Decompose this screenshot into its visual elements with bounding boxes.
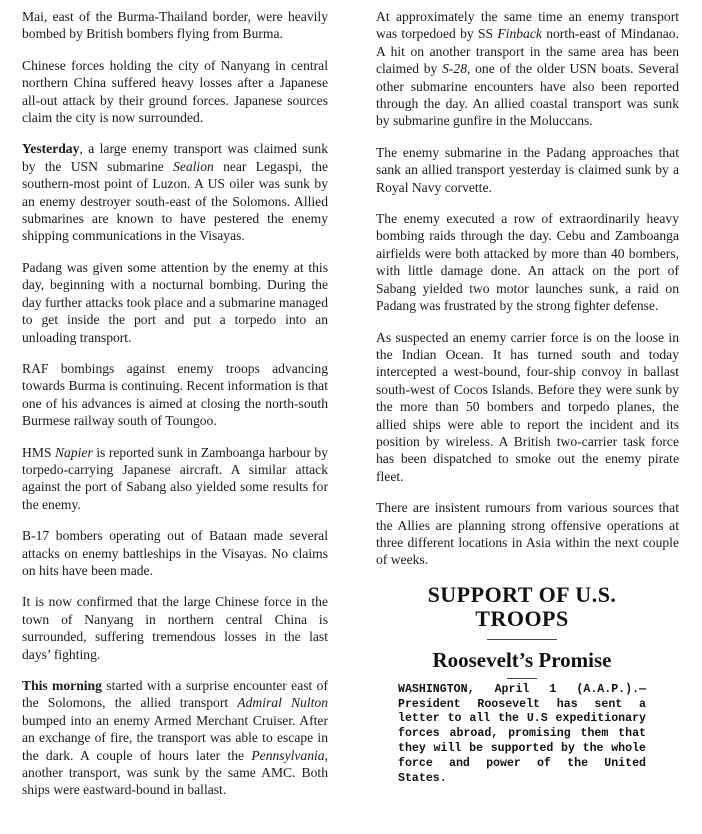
ship-name: Sealion — [173, 158, 214, 174]
ship-name: Finback — [497, 26, 542, 42]
right-column — [376, 8, 679, 786]
paragraph-text: bumped into an enemy Armed Merchant Cruiser. After an exchange of fire, the transport was able to escape in the dark. A couple of hours later the — [22, 712, 328, 763]
paragraph — [376, 329, 679, 486]
ship-name: Napier — [54, 444, 93, 460]
paragraph-text: Chinese forces holding the city of Nanyang in central northern China suffered heavy losses after a Japanese all-out attack by their ground forces. Japanese sources claim the city is now surrounded. — [22, 57, 328, 126]
left-column — [22, 8, 328, 813]
paragraph — [22, 677, 328, 799]
paragraph-text: , another transport, was sunk by the same AMC. Both ships were eastward-bound in ballast. — [22, 747, 328, 798]
paragraph-text: , a large enemy transport was claimed sunk by the USN submarine — [22, 141, 328, 174]
paragraph — [22, 140, 328, 244]
paragraph-text: B-17 bombers operating out of Bataan made several attacks on enemy battleships in the Visayas. No claims on hits have been made. — [22, 528, 328, 578]
paragraph — [22, 8, 328, 43]
clipping-headline-line: SUPPORT OF U.S. — [427, 581, 617, 607]
paragraph-text: The enemy executed a row of extraordinarily heavy bombing raids through the day. Cebu and Zamboanga airfields were both attacked by more than 40 bombers, with little damage done. An attack on the port of Sabang yielded two motor launches sunk, a raid on Padang was frustrated by the strong fighter defense. — [376, 211, 679, 314]
paragraph — [376, 210, 679, 314]
paragraph — [376, 8, 679, 130]
paragraph-text: There are insistent rumours from various sources that the Allies are planning strong offensive operations at three different locations in Asia within the next couple of weeks. — [376, 500, 679, 568]
ship-name: S-28 — [442, 61, 467, 77]
divider — [487, 639, 557, 640]
clipping-headline-line: TROOPS — [475, 605, 569, 631]
newspaper-clipping — [398, 583, 646, 787]
lead-word: Yesterday — [22, 141, 80, 157]
paragraph-text: RAF bombings against enemy troops advancing towards Burma is continuing. Recent information is that one of his advances is aimed at closing the north-south Burmese railway south of Toungoo. — [22, 360, 328, 429]
paragraph — [22, 360, 328, 430]
ship-name: Pennsylvania — [251, 747, 325, 763]
paragraph-text: near Legaspi, the southern-most point of Luzon. A US oiler was sunk by an enemy destroyer south-east of the Solomons. Allied submarines are known to have pestered the enemy shipping communications in the Visayas. — [22, 158, 328, 244]
paragraph-text: Mai, east of the Burma-Thailand border, were heavily bombed by British bombers flying from Burma. — [22, 9, 328, 42]
paragraph-text: north-east of Mindanao. A hit on another transport in the same area has been claimed by — [376, 26, 679, 77]
paragraph-text: The enemy submarine in the Padang approaches that sank an allied transport yesterday is claimed sunk by a Royal Navy corvette. — [376, 144, 679, 195]
paragraph-text: started with a surprise encounter east of the Solomons, the allied transport — [22, 678, 329, 711]
paragraph — [22, 57, 328, 127]
paragraph-text: At approximately the same time an enemy transport was torpedoed by SS — [376, 9, 679, 42]
paragraph — [22, 593, 328, 663]
lead-word: This morning — [22, 678, 102, 693]
paragraph-text: , one of the older USN boats. Several other submarine encounters have also been reported through the day. An allied coastal transport was sunk by submarine gunfire in the Moluccans. — [376, 61, 679, 129]
paragraph-text: As suspected an enemy carrier force is on the loose in the Indian Ocean. It has turned south and today intercepted a west-bound, four-ship convoy in ballast south-west of Cocos Islands. Before they were sunk by the more than 50 bombers and torpedo planes, the allied ships were able to report the incident and its position by wireless. A British two-carrier task force has been dispatched to smoke out the enemy pirate fleet. — [376, 329, 679, 484]
paragraph — [376, 144, 679, 196]
clipping-subheadline: Roosevelt’s Promise — [432, 647, 612, 672]
paragraph-text: HMS — [22, 444, 55, 460]
divider — [507, 678, 537, 679]
paragraph — [376, 499, 679, 569]
paragraph — [22, 527, 328, 579]
paragraph — [22, 444, 328, 514]
paragraph-text: It is now confirmed that the large Chinese force in the town of Nanyang in northern central China is surrounded, suffering tremendous losses in the last days’ fighting. — [22, 594, 328, 662]
clipping-headline — [398, 583, 646, 631]
paragraph — [22, 259, 328, 346]
ship-name: Admiral Nulton — [237, 695, 329, 711]
paragraph-text: is reported sunk in Zamboanga harbour by torpedo-carrying Japanese aircraft. A similar attack against the port of Sabang also yielded some results for the enemy. — [22, 444, 328, 512]
clipping-body: WASHINGTON, April 1 (A.A.P.).—President Roosevelt has sent a letter to all the U.S expeditionary forces abroad, promising them that they will be supported by the whole force and power of the United States. — [398, 682, 646, 785]
paragraph-text: Padang was given some attention by the enemy at this day, beginning with a nocturnal bombing. During the day further attacks took place and a submarine managed to get inside the port and put a torpedo into an unloading transport. — [22, 259, 328, 345]
